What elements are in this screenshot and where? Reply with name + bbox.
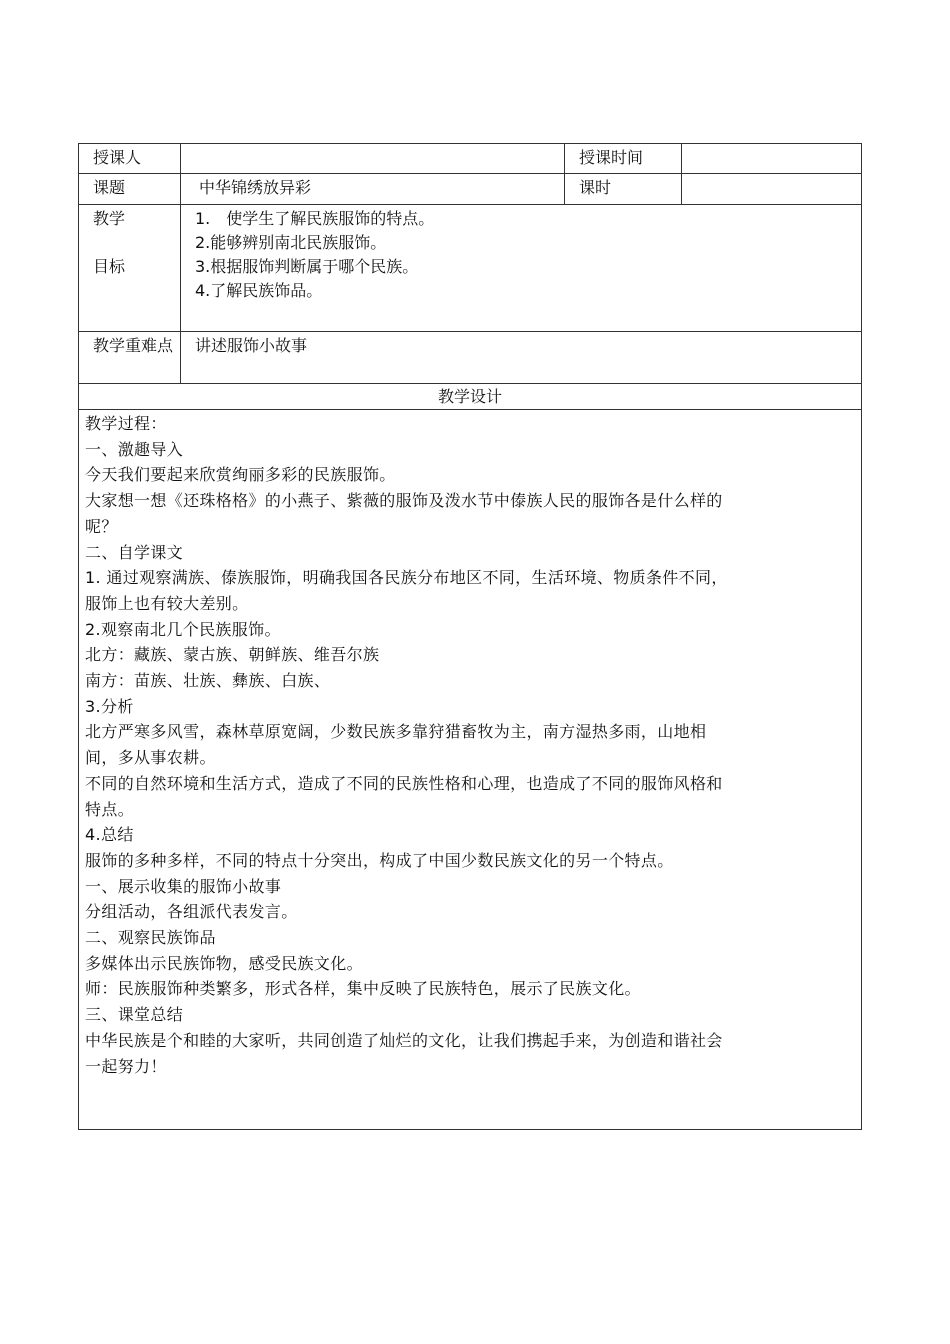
teacher-value (181, 144, 565, 174)
body-line: 特点。 (85, 799, 135, 819)
design-title: 教学设计 (79, 384, 862, 410)
body-line: 一、展示收集的服饰小故事 (85, 876, 282, 896)
topic-label: 课题 (79, 174, 181, 205)
goals-row (79, 205, 862, 332)
period-value (682, 174, 862, 205)
body-line: 二、自学课文 (85, 542, 184, 562)
body-line: 北方严寒多风雪，森林草原宽阔，少数民族多靠狩猎畜牧为主，南方湿热多雨，山地相 (85, 722, 707, 742)
body-line: 中华民族是个和睦的大家听，共同创造了灿烂的文化，让我们携起手来，为创造和谐社会 (85, 1030, 723, 1050)
body-line: 呢？ (85, 516, 118, 536)
goal-item: 2.能够辨别南北民族服饰。 (195, 233, 387, 252)
goal-item: 3.根据服饰判断属于哪个民族。 (195, 257, 419, 276)
body-line: 多媒体出示民族饰物，感受民族文化。 (85, 953, 363, 973)
body-line: 今天我们要起来欣赏绚丽多彩的民族服饰。 (85, 465, 396, 485)
body-line: 南方：苗族、壮族、彝族、白族、 (85, 671, 331, 691)
goals-label-line2: 目标 (93, 257, 126, 276)
body-line: 服饰上也有较大差别。 (85, 593, 249, 613)
lesson-body (79, 410, 862, 1130)
goals-label (79, 205, 181, 332)
topic-row (79, 174, 862, 205)
goals-list (181, 205, 862, 332)
goal-item: 1. 使学生了解民族服饰的特点。 (195, 209, 435, 228)
header-row (79, 144, 862, 174)
time-label: 授课时间 (565, 144, 682, 174)
body-line: 一、激趣导入 (85, 439, 184, 459)
body-line: 间，多从事农耕。 (85, 748, 216, 768)
body-line: 分组活动，各组派代表发言。 (85, 902, 298, 922)
body-line: 大家想一想《还珠格格》的小燕子、紫薇的服饰及泼水节中傣族人民的服饰各是什么样的 (85, 491, 723, 511)
time-value (682, 144, 862, 174)
body-line: 北方：藏族、蒙古族、朝鲜族、维吾尔族 (85, 645, 380, 665)
body-line: 师：民族服饰种类繁多，形式各样，集中反映了民族特色，展示了民族文化。 (85, 979, 641, 999)
design-row (79, 384, 862, 410)
body-line: 一起努力！ (85, 1056, 167, 1076)
body-line: 3.分析 (85, 696, 134, 716)
body-line: 4.总结 (85, 825, 134, 845)
body-line: 二、观察民族饰品 (85, 928, 216, 948)
body-line: 不同的自然环境和生活方式，造成了不同的民族性格和心理，也造成了不同的服饰风格和 (85, 773, 723, 793)
body-line: 服饰的多种多样，不同的特点十分突出，构成了中国少数民族文化的另一个特点。 (85, 850, 674, 870)
goals-label-line1: 教学 (93, 209, 126, 228)
body-line: 三、课堂总结 (85, 1005, 184, 1025)
teacher-label: 授课人 (79, 144, 181, 174)
key-points-value: 讲述服饰小故事 (181, 332, 862, 384)
body-line: 1. 通过观察满族、傣族服饰，明确我国各民族分布地区不同，生活环境、物质条件不同， (85, 568, 728, 588)
key-points-row (79, 332, 862, 384)
key-points-label: 教学重难点 (79, 332, 181, 384)
goal-item: 4.了解民族饰品。 (195, 281, 323, 300)
lesson-plan-table (78, 143, 862, 1130)
period-label: 课时 (565, 174, 682, 205)
body-row (79, 410, 862, 1130)
body-line: 教学过程： (85, 414, 167, 433)
topic-value: 中华锦绣放异彩 (181, 174, 565, 205)
body-line: 2.观察南北几个民族服饰。 (85, 619, 281, 639)
